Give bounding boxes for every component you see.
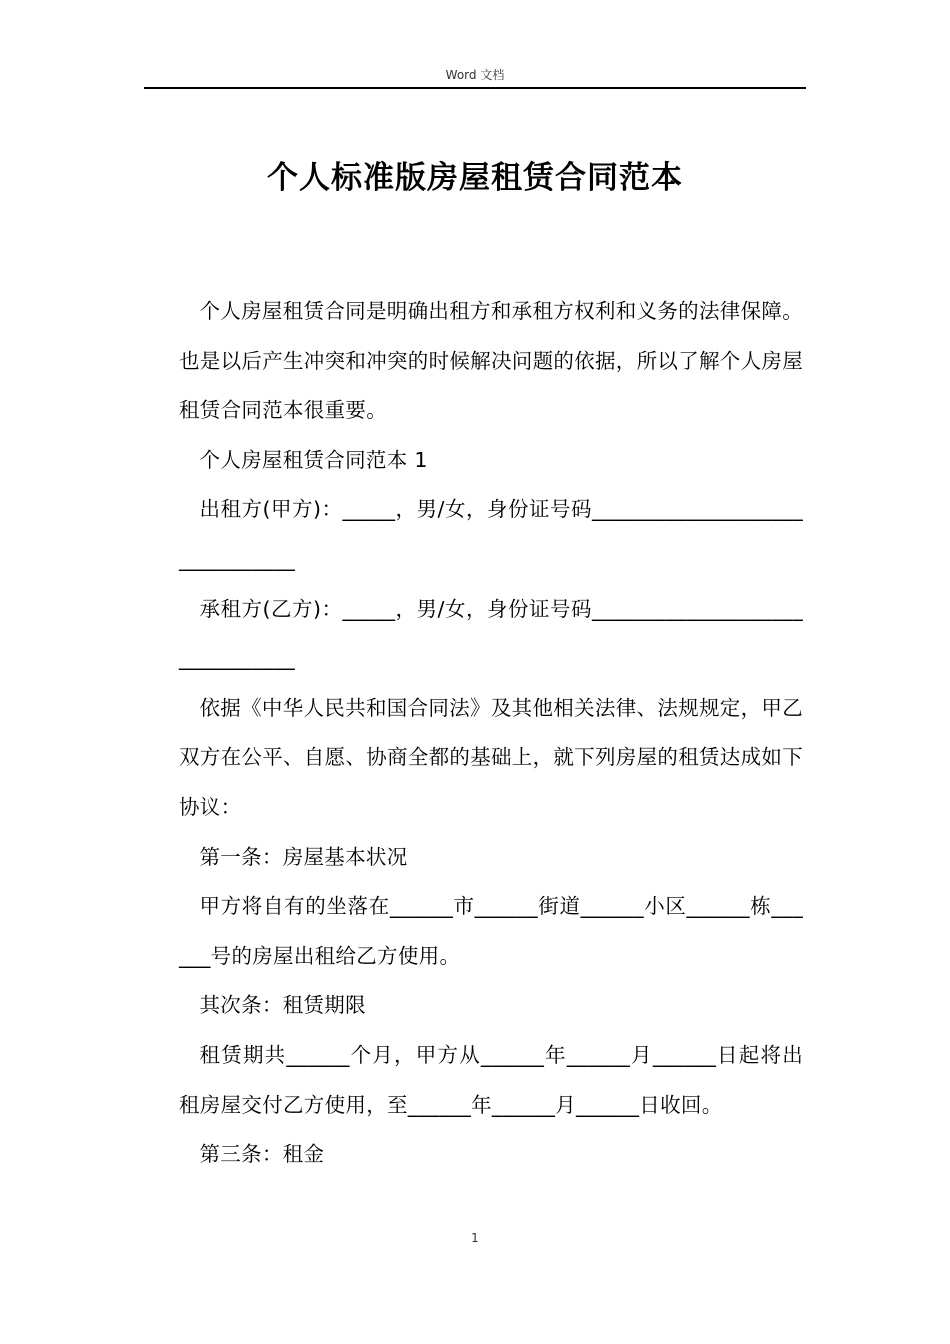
paragraph-template-heading: 个人房屋租赁合同范本 1: [199, 447, 428, 472]
page-number: 1: [471, 1231, 479, 1245]
paragraph-legal-basis: 依据《中华人民共和国合同法》及其他相关法律、法规规定，甲乙双方在公平、自愿、协商全都的基础上，就下列房屋的租赁达成如下协议：: [179, 695, 803, 819]
header-text: Word 文档: [445, 68, 505, 82]
paragraph-article-3-heading: 第三条：租金: [199, 1142, 325, 1167]
header-divider: [144, 87, 806, 89]
paragraph-lessor: 出租方(甲方)：_____，男/女，身份证号码_______________________________: [179, 497, 803, 571]
paragraph-article-1-heading: 第一条：房屋基本状况: [199, 844, 408, 869]
document-title: 个人标准版房屋租赁合同范本: [267, 160, 683, 196]
document-body: [179, 287, 803, 1180]
paragraph-article-1-body: 甲方将自有的坐落在______市______街道______小区______栋______号的房屋出租给乙方使用。: [179, 894, 803, 968]
paragraph-article-2-body: 租赁期共______个月，甲方从______年______月______日起将出租房屋交付乙方使用，至______年______月______日收回。: [179, 1042, 803, 1117]
paragraph-intro: 个人房屋租赁合同是明确出租方和承租方权利和义务的法律保障。也是以后产生冲突和冲突的时候解决问题的依据，所以了解个人房屋租赁合同范本很重要。: [179, 299, 803, 423]
paragraph-lessee: 承租方(乙方)：_____，男/女，身份证号码_______________________________: [179, 596, 803, 671]
paragraph-article-2-heading: 其次条：租赁期限: [199, 993, 366, 1018]
